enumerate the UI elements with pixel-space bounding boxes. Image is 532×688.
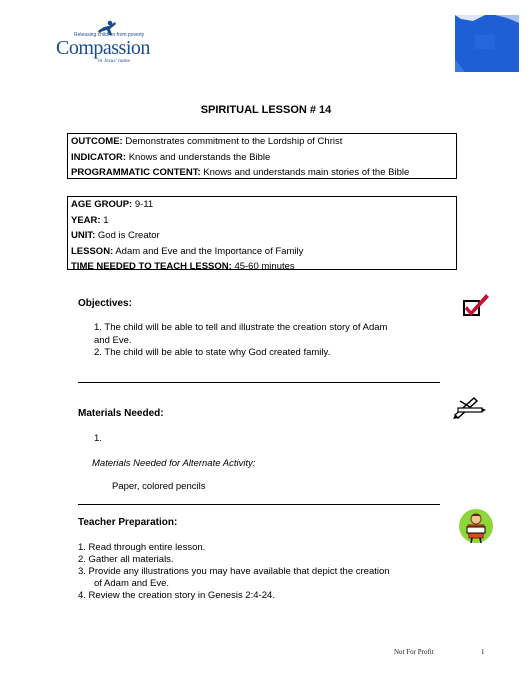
alt-materials-item: Paper, colored pencils	[112, 481, 206, 492]
objective-1-line1: 1. The child will be able to tell and illustrate the creation story of Adam	[94, 322, 388, 333]
pencil-tools-icon	[452, 395, 486, 419]
logo-subline: in Jesus' name	[98, 58, 131, 64]
time-needed-value: 45-60 minutes	[231, 261, 295, 272]
programmatic-content-label: PROGRAMMATIC CONTENT:	[71, 167, 201, 178]
prep-item-1: 1. Read through entire lesson.	[78, 542, 206, 553]
teacher-prep-heading: Teacher Preparation:	[78, 517, 178, 528]
objective-2: 2. The child will be able to state why God created family.	[94, 347, 331, 358]
indicator-value: Knows and understands the Bible	[126, 151, 271, 163]
indicator-label: INDICATOR:	[71, 151, 127, 163]
unit-value: God is Creator	[95, 230, 160, 241]
unit-label: UNIT:	[71, 230, 96, 241]
section-divider	[78, 382, 440, 383]
compassion-logo	[56, 24, 176, 68]
checkbox-check-icon	[462, 292, 490, 318]
section-divider	[78, 504, 440, 505]
lesson-label: LESSON:	[71, 245, 114, 257]
programmatic-content-row	[71, 165, 456, 181]
year-value: 1	[100, 214, 109, 226]
time-needed-label: TIME NEEDED TO TEACH LESSON:	[71, 261, 232, 272]
logo-wordmark: Compassion	[56, 37, 150, 59]
outcome-label: OUTCOME:	[71, 136, 123, 147]
objective-1-line2: and Eve.	[94, 335, 132, 346]
outcome-row	[71, 134, 456, 150]
lesson-title: SPIRITUAL LESSON # 14	[200, 104, 332, 116]
year-label: YEAR:	[71, 214, 101, 226]
unit-row	[71, 228, 456, 244]
objectives-heading: Objectives:	[78, 298, 132, 309]
age-group-value: 9-11	[132, 199, 154, 210]
footer-note: Not For Profit	[394, 648, 434, 656]
programmatic-content-value: Knows and understands main stories of the Bible	[200, 167, 410, 178]
logo-tagline: Releasing children from poverty	[74, 32, 145, 38]
age-group-label: AGE GROUP:	[71, 199, 133, 210]
outcome-box	[67, 133, 457, 179]
prep-item-3-line1: 3. Provide any illustrations you may have available that depict the creation	[78, 566, 390, 577]
prep-item-3-line2: of Adam and Eve.	[94, 578, 169, 589]
prep-item-4: 4. Review the creation story in Genesis 2:4-24.	[78, 590, 275, 601]
reading-child-icon	[458, 508, 494, 544]
blue-corner-block	[455, 15, 519, 72]
indicator-row	[71, 150, 456, 166]
prep-item-2: 2. Gather all materials.	[78, 554, 174, 565]
page-number: 1	[481, 648, 485, 656]
materials-item-1: 1.	[94, 433, 102, 444]
lesson-value: Adam and Eve and the Importance of Family	[113, 245, 304, 257]
time-needed-row	[71, 259, 456, 275]
outcome-value: Demonstrates commitment to the Lordship of Christ	[122, 136, 343, 147]
materials-heading: Materials Needed:	[78, 408, 164, 419]
lesson-row	[71, 244, 456, 260]
alt-materials-heading: Materials Needed for Alternate Activity:	[92, 458, 256, 469]
year-row	[71, 213, 456, 229]
age-group-row	[71, 197, 456, 213]
lesson-info-box	[67, 196, 457, 270]
blue-texture-graphic	[455, 15, 519, 72]
